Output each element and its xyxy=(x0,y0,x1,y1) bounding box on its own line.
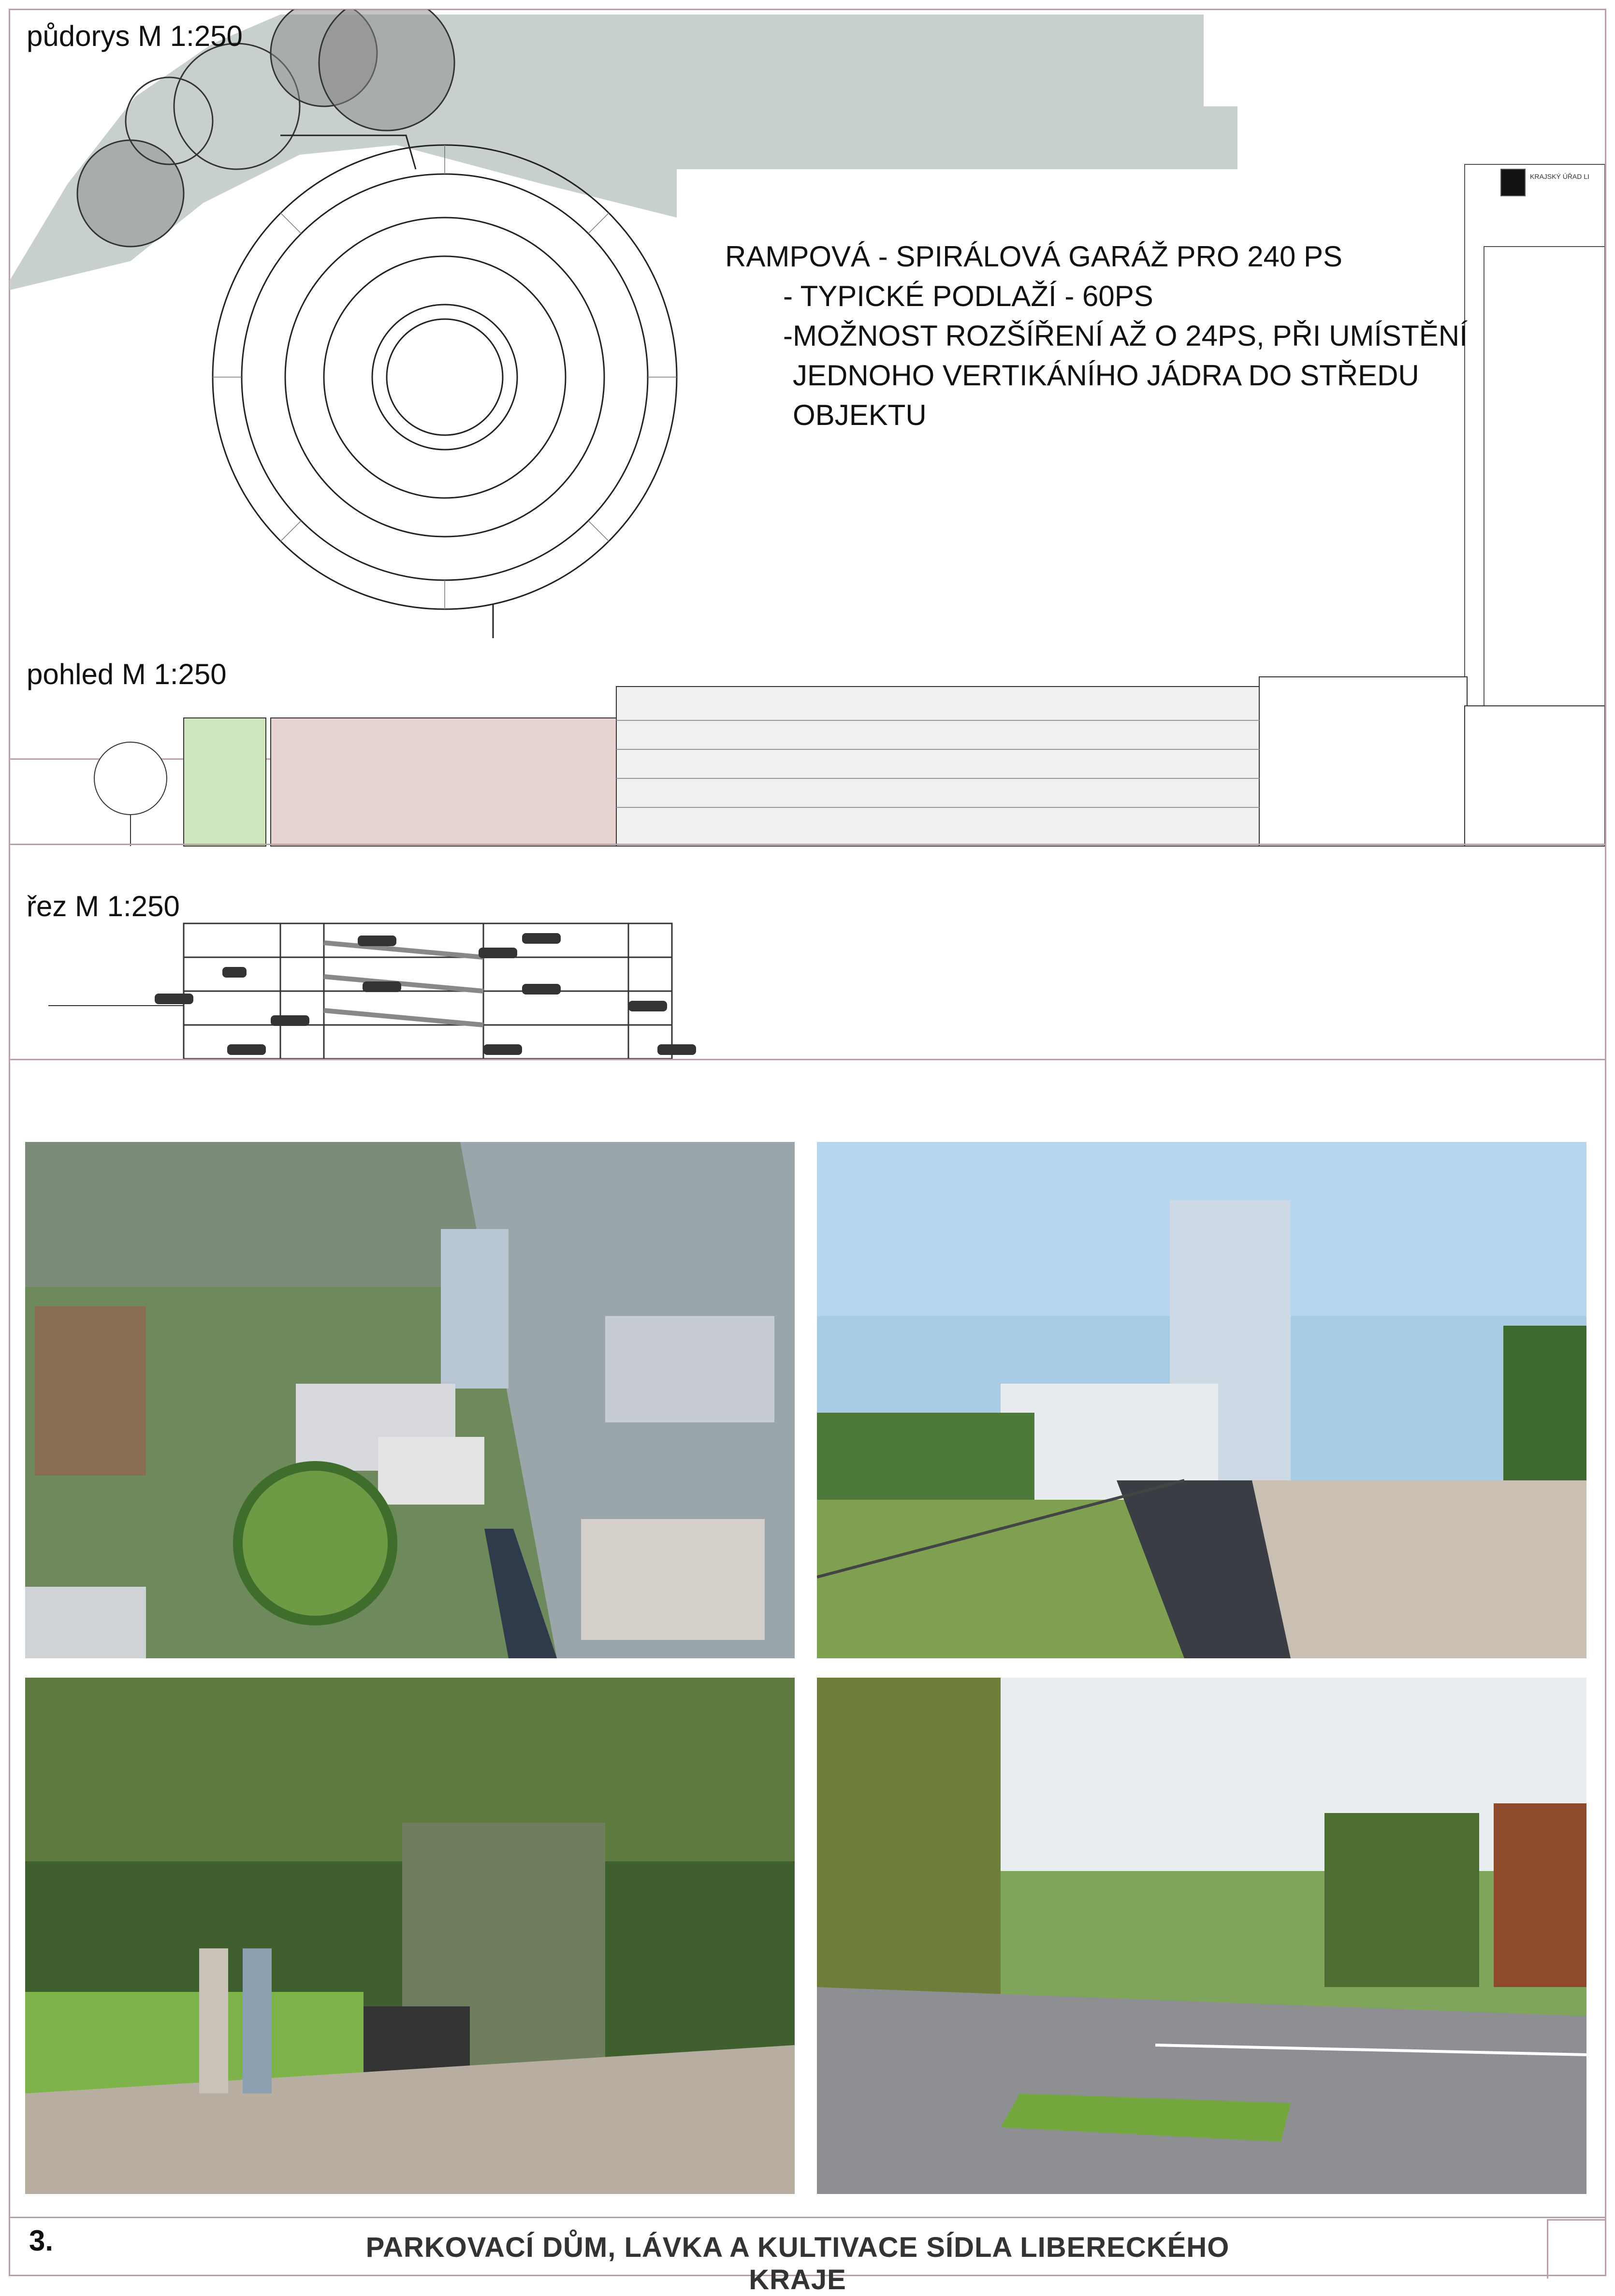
garage-line-1: - TYPICKÉ PODLAŽÍ - 60PS xyxy=(783,280,1153,312)
divider-footer xyxy=(10,2217,1605,2218)
garage-line-4: OBJEKTU xyxy=(793,399,927,431)
square-bridge-view xyxy=(817,1142,1586,1658)
gray-block xyxy=(614,15,1204,106)
garage-line-3: JEDNOHO VERTIKÁNÍHO JÁDRA DO STŘEDU xyxy=(793,359,1419,392)
garage-description xyxy=(725,237,1468,435)
divider-section xyxy=(10,1059,1605,1060)
plan-label: půdorys M 1:250 xyxy=(27,20,243,52)
section-label: řez M 1:250 xyxy=(27,890,180,922)
divider-elevation xyxy=(10,844,1605,845)
page-number: 3. xyxy=(29,2224,54,2257)
tower-footprint xyxy=(1465,164,1605,720)
tower-sign: KRAJSKÝ ÚŘAD LI xyxy=(1530,173,1589,180)
garage-line-2: -MOŽNOST ROZŠÍŘENÍ AŽ O 24PS, PŘI UMÍSTĚNÍ xyxy=(783,320,1468,352)
spiral-garage-plan xyxy=(213,135,677,638)
elevation-label: pohled M 1:250 xyxy=(27,658,227,690)
aerial-view xyxy=(25,1142,795,1658)
sheet-title: PARKOVACÍ DŮM, LÁVKA A KULTIVACE SÍDLA LIBERECKÉHO KRAJE xyxy=(365,2232,1230,2296)
footer-box xyxy=(1547,2219,1606,2279)
elevation-drawing xyxy=(10,677,1605,846)
section-drawing xyxy=(48,885,773,1059)
garage-title: RAMPOVÁ - SPIRÁLOVÁ GARÁŽ PRO 240 PS xyxy=(725,240,1343,273)
park-entrance-view xyxy=(25,1678,795,2194)
road-overview-view xyxy=(817,1678,1586,2194)
